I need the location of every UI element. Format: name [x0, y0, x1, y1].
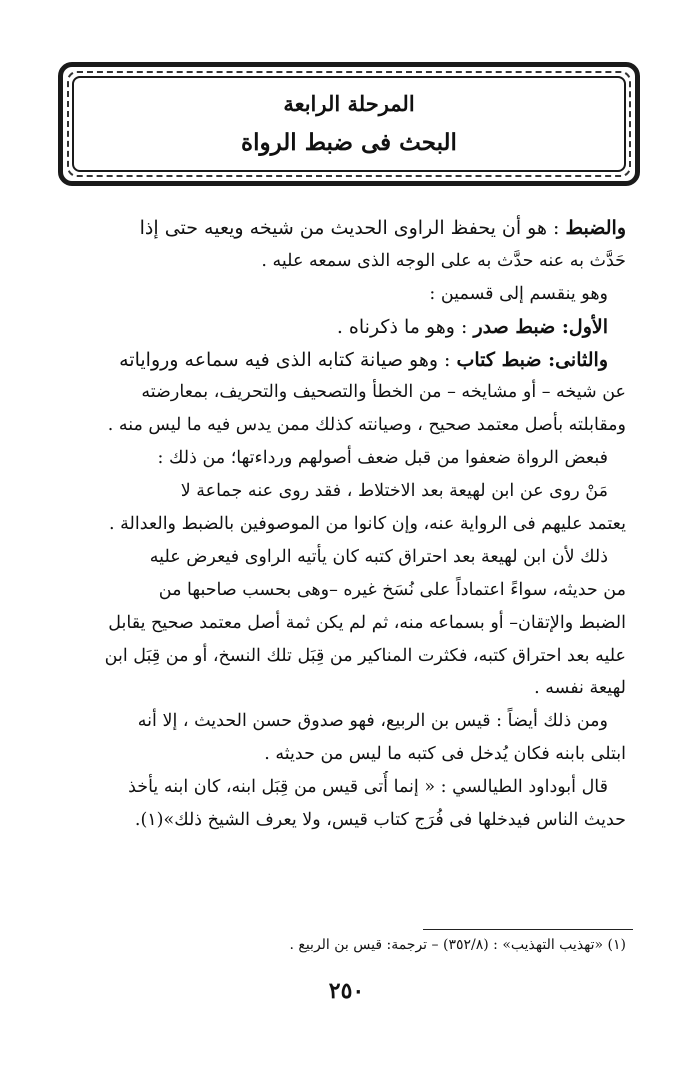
text-line: عن شيخه – أو مشايخه – من الخطأ والتصحيف والتحريف، بمعارضته — [141, 382, 626, 403]
page-number: ٢٥٠ — [328, 978, 365, 1004]
text-line: عليه بعد احتراق كتبه، فكثرت المناكير من قِبَل تلك النسخ، أو من قِبَل ابن — [104, 645, 626, 666]
text-line: حَدَّث به عنه حدَّث به على الوجه الذى سمعه عليه . — [261, 250, 626, 271]
text-line: وهو ينقسم إلى قسمين : — [429, 283, 608, 304]
text-line: قال أبوداود الطيالسي : « إنما أُتى قيس من قِبَل ابنه، كان ابنه يأخذ — [128, 777, 608, 798]
text-line: فبعض الرواة ضعفوا من قبل ضعف أصولهم ورداءتها؛ من ذلك : — [157, 448, 608, 469]
term-second: والثانى: ضبط كتاب — [456, 348, 608, 371]
text-line: ومن ذلك أيضاً : قيس بن الربيع، فهو صدوق حسن الحديث ، إلا أنه — [137, 711, 608, 732]
text-line: لهيعة نفسه . — [534, 678, 626, 699]
text-line — [60, 344, 626, 377]
text-line: حديث الناس فيدخلها فى فُرَج كتاب قيس، ولا يعرف الشيخ ذلك»(١). — [134, 810, 626, 831]
text-line: الضبط والإتقان– أو بسماعه منه، ثم لم يكن ثمة أصل معتمد صحيح يقابل — [108, 612, 626, 633]
text-line: من حديثه، سواءً اعتماداً على نُسَخ غيره –وهى بحسب صاحبها من — [158, 579, 626, 600]
text-span: : وهو ما ذكرناه . — [336, 315, 474, 338]
text-span: : هو أن يحفظ الراوى الحديث من شيخه ويعيه حتى إذا — [139, 217, 566, 239]
text-line — [60, 311, 626, 344]
text-line: ومقابلته بأصل معتمد صحيح ، وصيانته كذلك ممن يدس فيه ما ليس منه . — [107, 415, 626, 436]
text-line — [60, 212, 626, 245]
topic-heading: البحث فى ضبط الرواة — [241, 129, 457, 156]
main-text — [60, 212, 626, 837]
text-line: ابتلى بابنه فكان يُدخل فى كتبه ما ليس من حديثه . — [264, 744, 626, 765]
footnote: (١) «تهذيب التهذيب» : (٣٥٢/٨) – ترجمة: قيس بن الربيع . — [289, 937, 626, 953]
footnote-separator — [423, 929, 633, 930]
text-line: مَنْ روى عن ابن لهيعة بعد الاختلاط ، فقد روى عنه جماعة لا — [180, 481, 608, 502]
stage-heading: المرحلة الرابعة — [283, 91, 415, 116]
chapter-title-frame — [58, 62, 640, 186]
text-line: يعتمد عليهم فى الرواية عنه، وإن كانوا من الموصوفين بالضبط والعدالة . — [109, 514, 626, 535]
text-line: ذلك لأن ابن لهيعة بعد احتراق كتبه كان يأتيه الراوى فيعرض عليه — [149, 546, 608, 567]
term-definition: والضبط — [565, 217, 626, 239]
term-first: الأول: ضبط صدر — [473, 315, 608, 338]
text-span: : وهو صيانة كتابه الذى فيه سماعه ورواياته — [119, 348, 457, 371]
